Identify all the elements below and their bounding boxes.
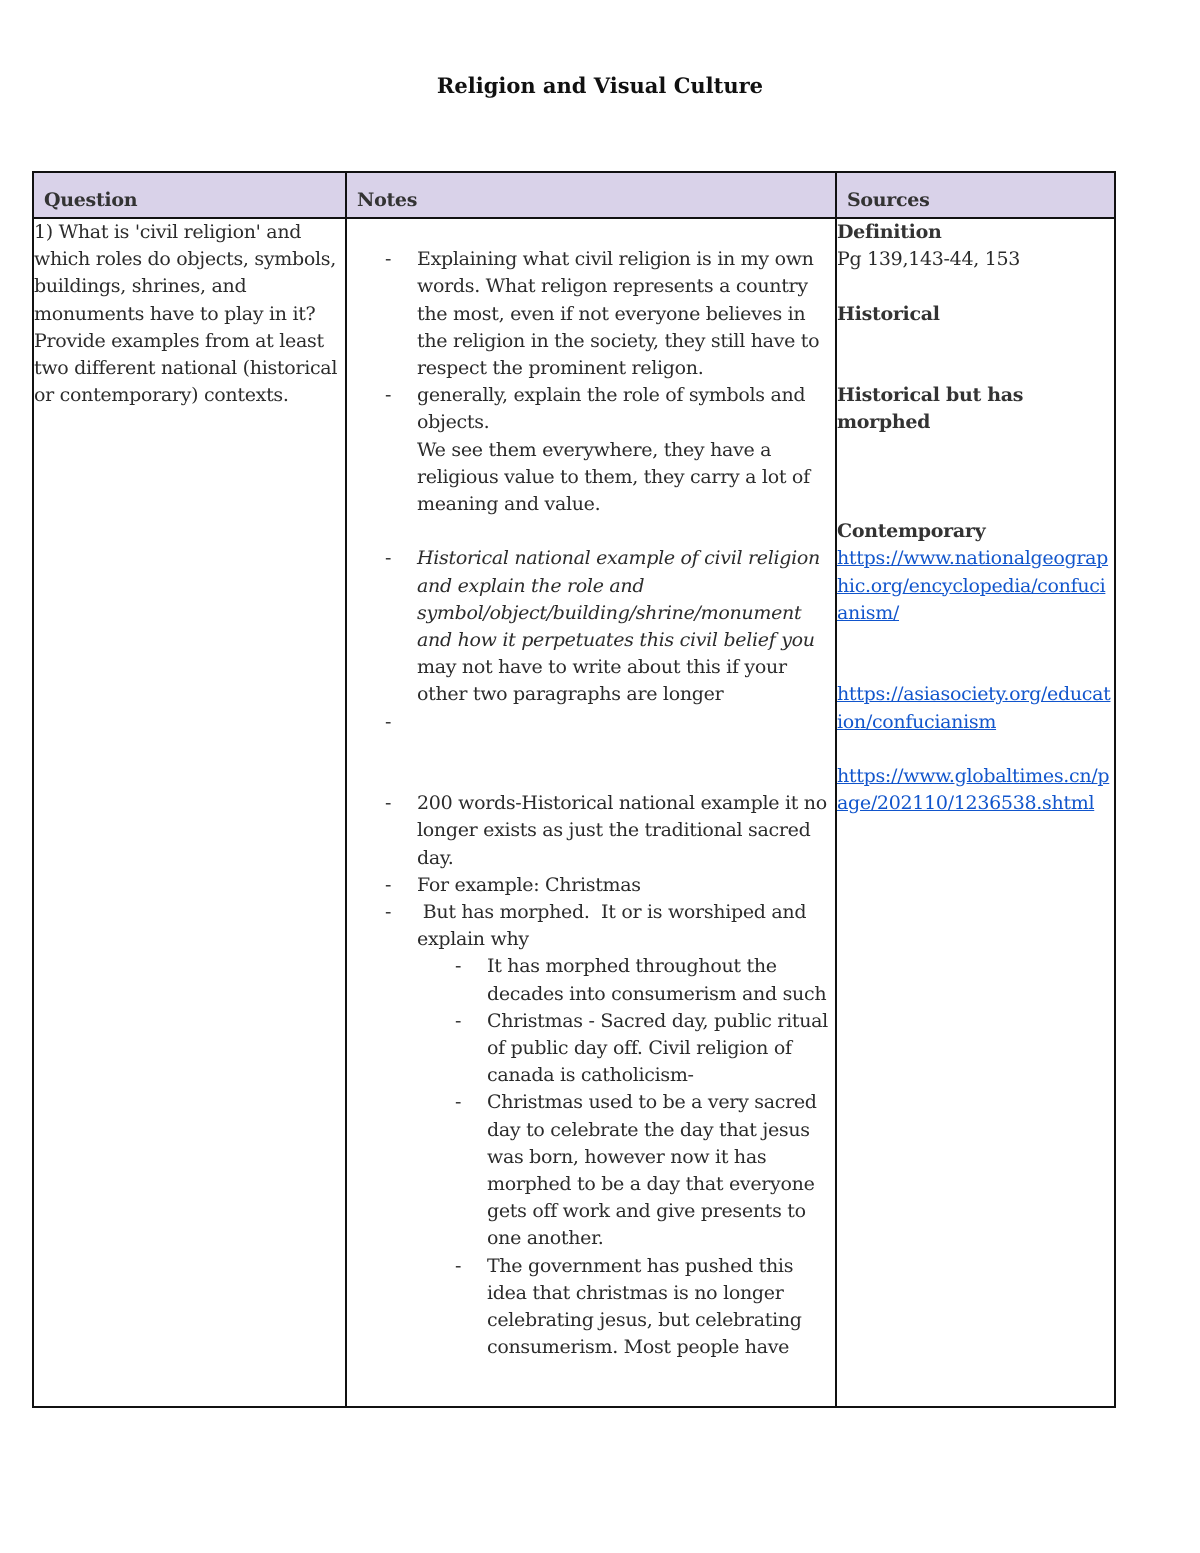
note-item-empty xyxy=(347,709,835,736)
note-item xyxy=(347,872,835,899)
header-sources: Sources xyxy=(836,172,1115,218)
note-text: But has morphed. It or is worshiped and explain why xyxy=(417,901,812,951)
note-item xyxy=(347,246,835,382)
question-text: 1) What is 'civil religion' and which roles do objects, symbols, buildings, shrines, and monuments have to play in it? Provide examples from at least two different national (historical or contemporary) contexts. xyxy=(34,221,338,407)
note-text: It has morphed throughout the decades into consumerism and such xyxy=(487,955,827,1005)
bullet-dash: - xyxy=(385,547,392,570)
bullet-dash: - xyxy=(455,1254,462,1277)
bullet-dash: - xyxy=(385,710,392,733)
note-item xyxy=(347,382,835,518)
header-notes: Notes xyxy=(346,172,836,218)
note-item xyxy=(347,899,835,953)
note-text: For example: Christmas xyxy=(417,873,641,896)
historical-label: Historical xyxy=(837,302,940,325)
header-question: Question xyxy=(33,172,346,218)
bullet-dash: - xyxy=(455,955,462,978)
note-subitem xyxy=(347,1089,835,1252)
notes-table xyxy=(32,171,1116,1408)
bullet-dash: - xyxy=(385,873,392,896)
contemporary-label: Contemporary xyxy=(837,520,986,543)
question-cell xyxy=(33,218,346,1407)
note-item xyxy=(347,545,835,708)
bullet-dash: - xyxy=(455,1009,462,1032)
note-text: may not have to write about this if your other two paragraphs are longer xyxy=(417,656,787,706)
bullet-dash: - xyxy=(385,384,392,407)
historical-morphed-label: Historical but has morphed xyxy=(837,384,1024,434)
note-text: We see them everywhere, they have a religious value to them, they carry a lot of meaning and value. xyxy=(417,438,810,516)
table-header-row xyxy=(33,172,1115,218)
note-text: Explaining what civil religion is in my own words. What religon represents a country the most, even if not everyone believes in the religion in the society, they still have to respect the prominent religon. xyxy=(417,248,820,379)
sources-cell xyxy=(836,218,1115,1407)
note-subitem xyxy=(347,1253,835,1362)
note-italic-text: Historical national example of civil religion and explain the role and symbol/object/building/shrine/monument and how it perpetuates this civil belief you xyxy=(417,547,820,652)
note-text: Christmas used to be a very sacred day to celebrate the day that jesus was born, however now it has morphed to be a day that everyone gets off work and give presents to one another. xyxy=(487,1091,817,1250)
document-title: Religion and Visual Culture xyxy=(436,73,764,98)
note-text: The government has pushed this idea that christmas is no longer celebrating jesus, but celebrating consumerism. Most people have xyxy=(487,1254,802,1359)
bullet-dash: - xyxy=(455,1091,462,1114)
bullet-dash: - xyxy=(385,901,392,924)
bullet-dash: - xyxy=(385,248,392,271)
definition-label: Definition xyxy=(837,221,942,243)
note-subitem xyxy=(347,1008,835,1090)
notes-cell xyxy=(346,218,836,1407)
source-link-globaltimes[interactable]: https://www.globaltimes.cn/page/202110/1236538.shtml xyxy=(837,764,1110,815)
source-link-asiasociety[interactable]: https://asiasociety.org/education/confucianism xyxy=(837,683,1111,733)
definition-pages: Pg 139,143-44, 153 xyxy=(837,248,1021,271)
source-link-nationalgeographic[interactable]: https://www.nationalgeographic.org/encyclopedia/confucianism/ xyxy=(837,547,1109,624)
note-item xyxy=(347,790,835,872)
note-text: 200 words-Historical national example it no longer exists as just the traditional sacred day. xyxy=(417,792,827,869)
table-row xyxy=(33,218,1115,1407)
bullet-dash: - xyxy=(385,792,392,815)
note-text: Christmas - Sacred day, public ritual of public day off. Civil religion of canada is catholicism- xyxy=(487,1009,828,1087)
note-text: generally, explain the role of symbols and objects. xyxy=(417,384,806,434)
note-subitem xyxy=(347,953,835,1007)
